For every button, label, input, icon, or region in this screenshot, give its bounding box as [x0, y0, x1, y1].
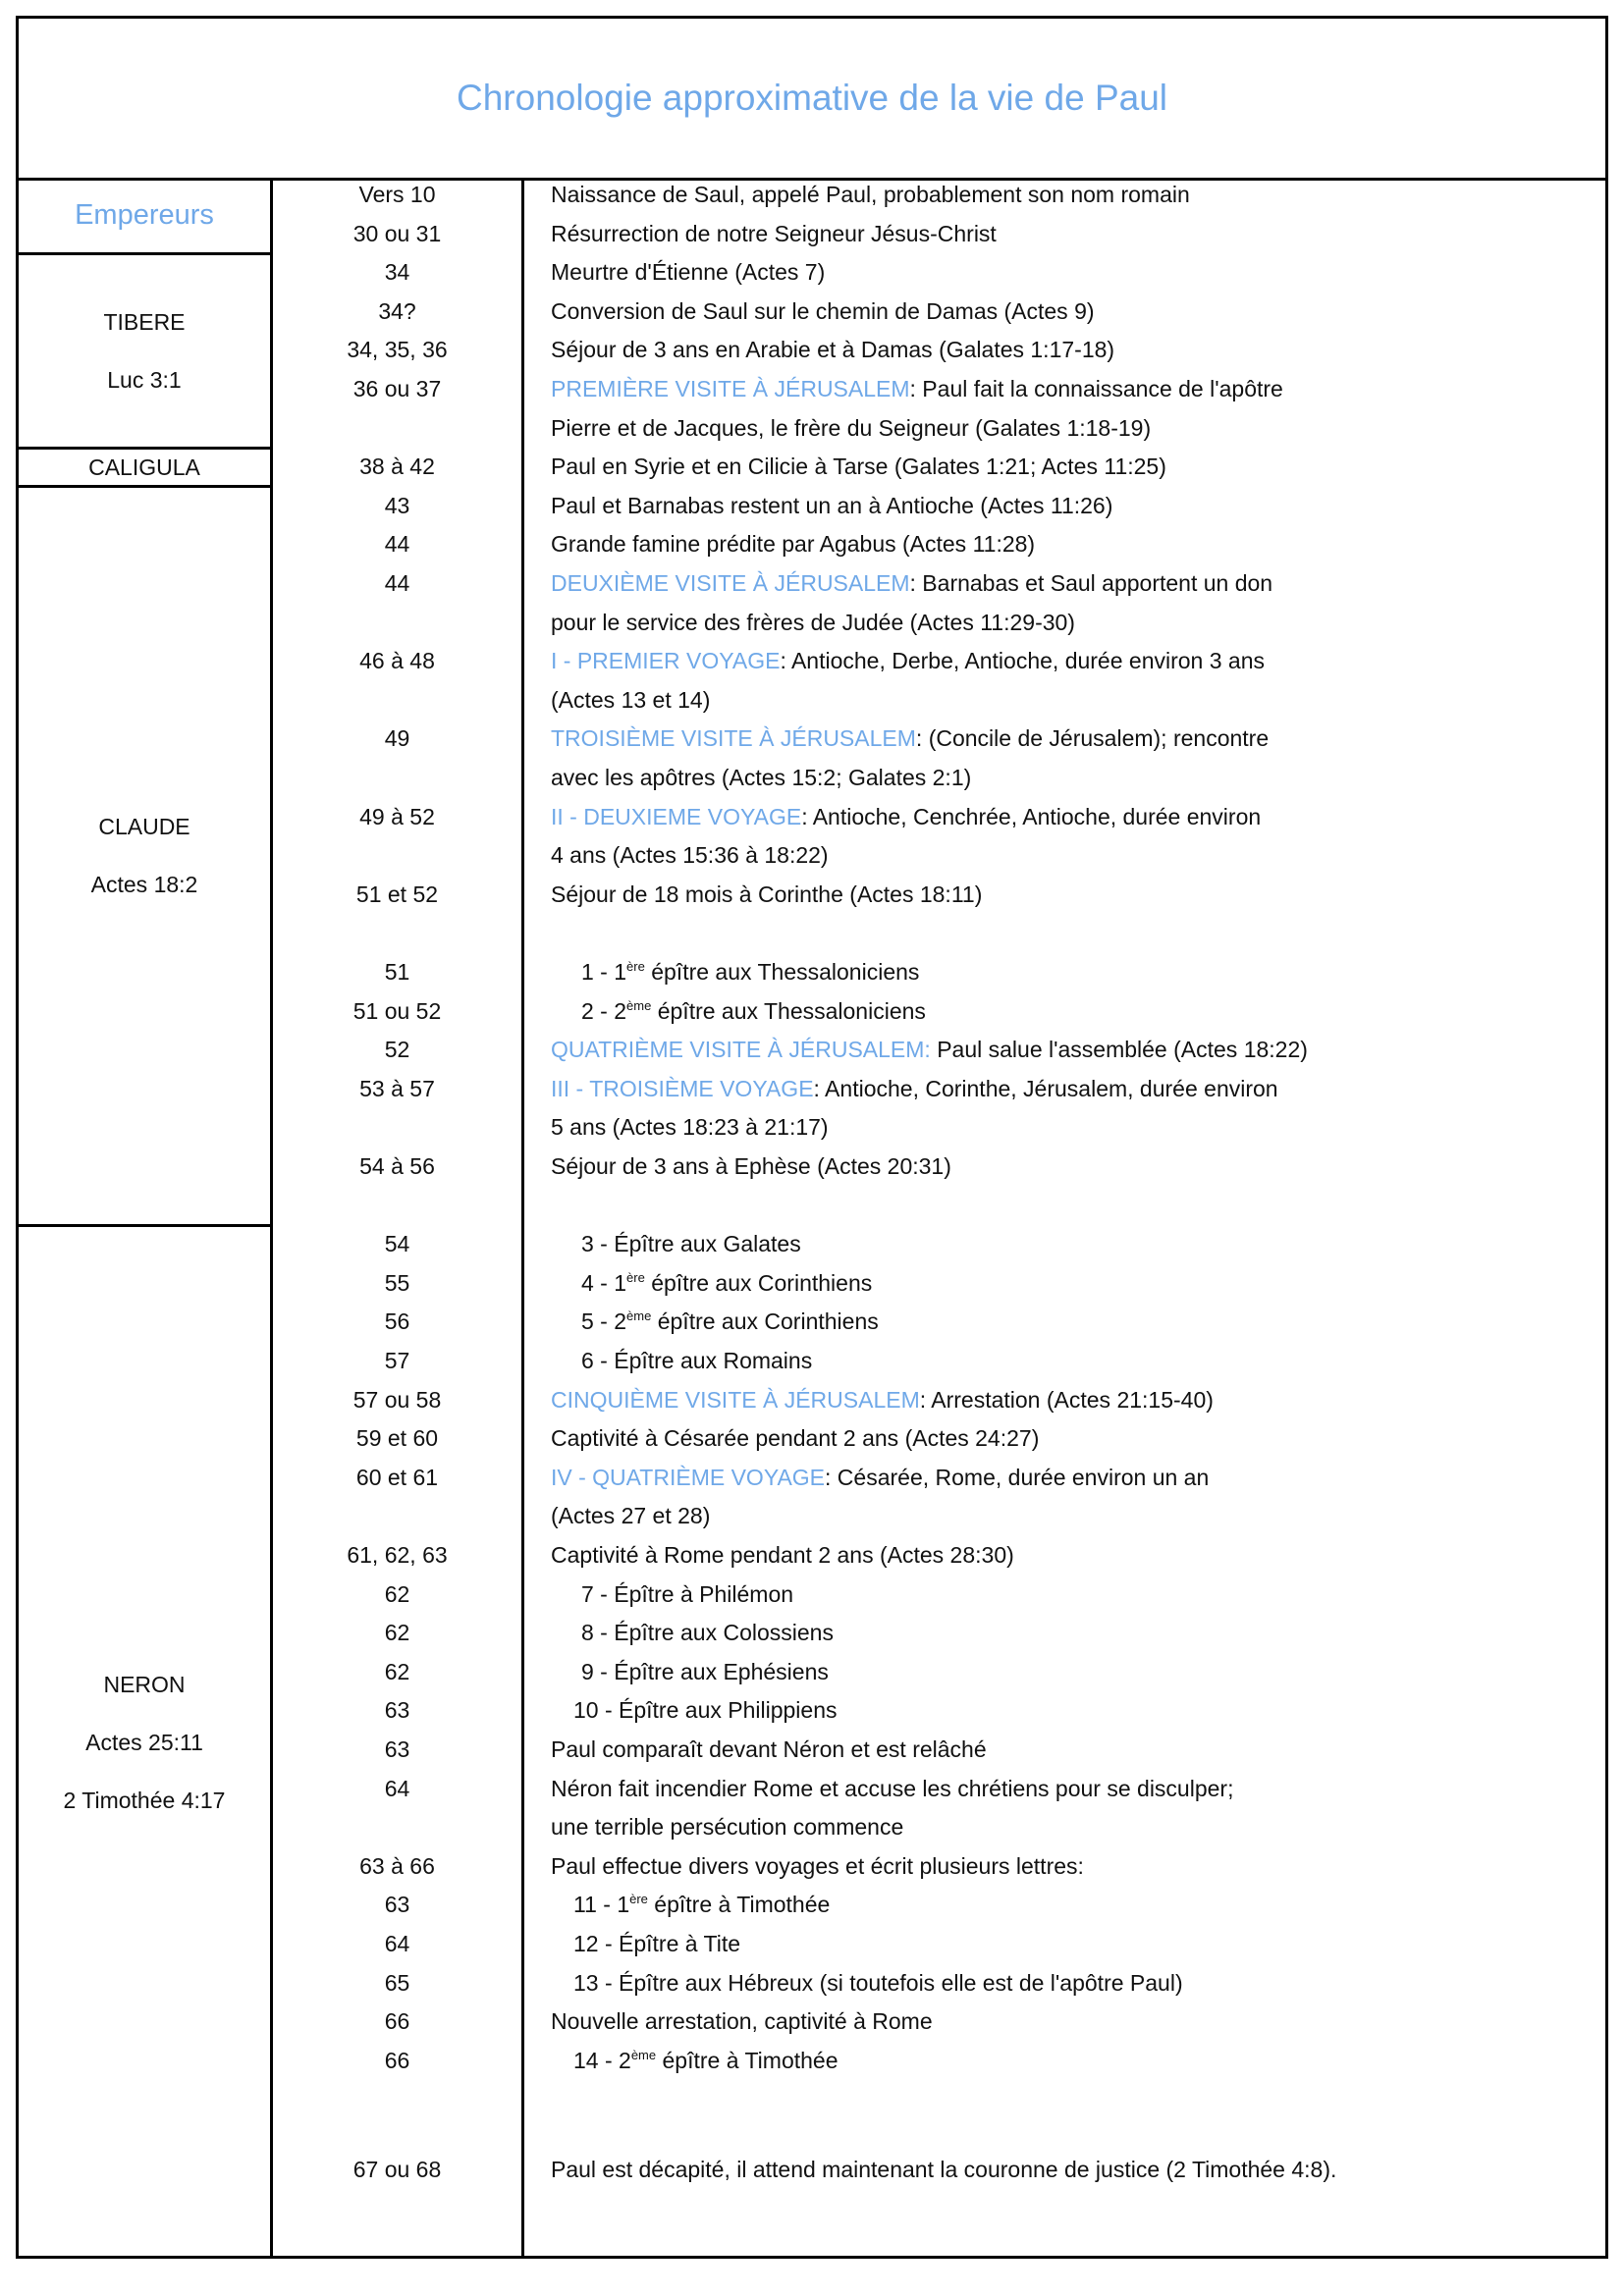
- event-text: épître aux Thessaloniciens: [651, 997, 926, 1024]
- emperor-block-tibere: [19, 255, 270, 450]
- event-text: (Actes 27 et 28): [551, 1503, 711, 1529]
- event-cell: [524, 1770, 1605, 1809]
- date-cell: 49 à 52: [359, 803, 435, 829]
- ordinal-suffix: ème: [626, 997, 652, 1013]
- event-cell: [524, 1964, 1605, 2003]
- date-cell: 38 à 42: [359, 454, 435, 480]
- date-cell: 63: [384, 1736, 410, 1762]
- date-cell: 66: [384, 2047, 410, 2073]
- emperors-header-cell: [19, 178, 270, 255]
- event-cell: [524, 992, 1605, 1032]
- event-text: : Paul fait la connaissance de l'apôtre: [909, 376, 1283, 401]
- event-text: Captivité à Césarée pendant 2 ans (Actes 24:27): [551, 1425, 1040, 1452]
- date-cell: 56: [384, 1308, 410, 1335]
- events-column: [524, 178, 1605, 2256]
- date-cell: 55: [384, 1269, 410, 1296]
- event-cell: [524, 1536, 1605, 1575]
- event-cell: [524, 836, 1605, 876]
- event-cell: [524, 876, 1605, 915]
- date-cell: [273, 1108, 521, 1148]
- event-cell: [524, 1614, 1605, 1653]
- highlight-label: CINQUIÈME VISITE À JÉRUSALEM: [551, 1386, 920, 1413]
- date-cell: 54 à 56: [359, 1153, 435, 1179]
- date-cell: 44: [384, 531, 410, 558]
- epistle-number: 1 - 1: [581, 959, 627, 985]
- event-cell: [524, 253, 1605, 293]
- event-text: une terrible persécution commence: [551, 1814, 904, 1841]
- event-text: : Arrestation (Actes 21:15-40): [919, 1386, 1214, 1413]
- event-cell: [524, 681, 1605, 721]
- event-cell: [524, 1497, 1605, 1536]
- event-cell: [524, 1225, 1605, 1264]
- event-text: Pierre et de Jacques, le frère du Seigneur (Galates 1:18-19): [551, 414, 1152, 441]
- event-text: épître à Timothée: [647, 1892, 831, 1918]
- event-text: 13 - Épître aux Hébreux (si toutefois elle est de l'apôtre Paul): [573, 1969, 1183, 1996]
- date-cell: [273, 409, 521, 449]
- date-cell: 63 à 66: [359, 1852, 435, 1879]
- emperors-header: Empereurs: [75, 198, 214, 231]
- date-cell: 62: [384, 1658, 410, 1684]
- event-cell: [524, 1148, 1605, 1187]
- emperor-ref: Actes 18:2: [90, 872, 198, 897]
- event-cell: [524, 1264, 1605, 1304]
- date-cell: 65: [384, 1969, 410, 1996]
- event-text: (Actes 13 et 14): [551, 686, 711, 713]
- event-text: 10 - Épître aux Philippiens: [573, 1697, 838, 1724]
- event-cell: [524, 642, 1605, 681]
- event-cell: [524, 1731, 1605, 1770]
- event-text: : Antioche, Corinthe, Jérusalem, durée environ: [813, 1075, 1278, 1101]
- event-text: pour le service des frères de Judée (Actes 11:29-30): [551, 609, 1075, 635]
- date-cell: 30 ou 31: [352, 220, 442, 246]
- date-cell: 61, 62, 63: [347, 1542, 448, 1568]
- event-text: : Barnabas et Saul apportent un don: [909, 570, 1273, 596]
- ordinal-suffix: ère: [626, 959, 645, 974]
- event-text: Paul salue l'assemblée (Actes 18:22): [930, 1037, 1308, 1063]
- date-cell: 53 à 57: [359, 1075, 435, 1101]
- event-cell: [524, 1459, 1605, 1498]
- event-text: épître à Timothée: [656, 2047, 839, 2073]
- event-cell: [524, 370, 1605, 409]
- date-cell: [273, 1808, 521, 1847]
- event-cell-final: Paul est décapité, il attend maintenant la couronne de justice (2 Timothée 4:8).: [551, 2156, 1337, 2182]
- date-cell: 34?: [378, 297, 416, 324]
- date-cell: 46 à 48: [359, 648, 435, 674]
- event-text: avec les apôtres (Actes 15:2; Galates 2:1): [551, 765, 972, 790]
- event-cell: [524, 759, 1605, 798]
- event-cell: [524, 176, 1605, 215]
- date-cell: 51 et 52: [355, 881, 439, 907]
- event-text: 12 - Épître à Tite: [573, 1931, 741, 1956]
- event-text: épître aux Corinthiens: [644, 1269, 873, 1296]
- emperors-column: [19, 178, 273, 2256]
- highlight-label: PREMIÈRE VISITE À JÉRUSALEM: [551, 376, 910, 401]
- date-cell: [273, 836, 521, 876]
- event-cell: [524, 448, 1605, 487]
- date-cell: 62: [384, 1580, 410, 1607]
- emperor-block-neron: [19, 1227, 270, 2259]
- event-cell: [524, 1653, 1605, 1692]
- date-cell: 51: [384, 959, 410, 985]
- event-cell: [524, 1303, 1605, 1342]
- event-cell: [524, 914, 1605, 953]
- event-cell: [524, 331, 1605, 370]
- epistle-number: 14 - 2: [573, 2047, 631, 2073]
- emperor-block-claude: [19, 488, 270, 1227]
- event-cell: [524, 564, 1605, 604]
- event-cell: [524, 604, 1605, 643]
- date-cell: [273, 1497, 521, 1536]
- event-text: Résurrection de notre Seigneur Jésus-Christ: [551, 220, 997, 246]
- event-cell: [524, 525, 1605, 564]
- event-text: 9 - Épître aux Ephésiens: [581, 1658, 829, 1684]
- date-cell: 57 ou 58: [352, 1386, 442, 1413]
- event-text: : (Concile de Jérusalem); rencontre: [915, 725, 1270, 752]
- event-cell: [524, 798, 1605, 837]
- event-text: : Antioche, Cenchrée, Antioche, durée environ: [801, 803, 1262, 829]
- chronology-table: [16, 16, 1608, 2259]
- page-title: Chronologie approximative de la vie de Paul: [457, 78, 1167, 118]
- event-cell: [524, 1575, 1605, 1615]
- highlight-label: QUATRIÈME VISITE À JÉRUSALEM:: [551, 1037, 931, 1063]
- event-text: Paul comparaît devant Néron et est relâché: [551, 1736, 987, 1762]
- ordinal-suffix: ème: [626, 1308, 652, 1324]
- date-cell: 66: [384, 2008, 410, 2035]
- date-cell: 67 ou 68: [352, 2156, 442, 2182]
- date-cell: 63: [384, 1892, 410, 1918]
- event-cell: [524, 1031, 1605, 1070]
- date-cell: [273, 1187, 521, 1226]
- event-cell: [524, 1187, 1605, 1226]
- date-cell: [273, 914, 521, 953]
- date-cell: [273, 759, 521, 798]
- emperor-ref: Luc 3:1: [107, 366, 182, 393]
- event-cell: [524, 1886, 1605, 1925]
- event-text: 5 ans (Actes 18:23 à 21:17): [551, 1114, 829, 1141]
- date-cell: 43: [384, 492, 410, 518]
- ordinal-suffix: ère: [626, 1269, 645, 1285]
- event-cell: [524, 1070, 1605, 1109]
- event-text: Séjour de 3 ans en Arabie et à Damas (Galates 1:17-18): [551, 337, 1115, 363]
- highlight-label: I - PREMIER VOYAGE: [551, 648, 781, 674]
- emperor-ref: Actes 25:11: [85, 1730, 203, 1755]
- epistle-number: 5 - 2: [581, 1308, 627, 1335]
- dates-column: [273, 178, 524, 2256]
- event-cell: [524, 1419, 1605, 1459]
- emperor-name: NERON: [103, 1672, 186, 1697]
- event-text: : Antioche, Derbe, Antioche, durée environ 3 ans: [780, 648, 1265, 674]
- epistle-number: 4 - 1: [581, 1269, 627, 1296]
- event-cell: [524, 1925, 1605, 1964]
- date-cell: [273, 681, 521, 721]
- event-text: épître aux Thessaloniciens: [644, 959, 920, 985]
- event-cell: [524, 1108, 1605, 1148]
- date-cell: 63: [384, 1697, 410, 1724]
- date-cell: 62: [384, 1620, 410, 1646]
- event-text: Meurtre d'Étienne (Actes 7): [551, 259, 826, 286]
- event-cell: [524, 409, 1605, 449]
- event-text: Conversion de Saul sur le chemin de Damas (Actes 9): [551, 297, 1095, 324]
- event-text: Paul en Syrie et en Cilicie à Tarse (Galates 1:21; Actes 11:25): [551, 454, 1166, 480]
- event-cell: [524, 1847, 1605, 1887]
- event-text: : Césarée, Rome, durée environ un an: [825, 1464, 1210, 1490]
- event-cell: [524, 2002, 1605, 2042]
- date-cell: 64: [384, 1931, 410, 1956]
- date-cell: 59 et 60: [355, 1425, 439, 1452]
- event-text: 7 - Épître à Philémon: [581, 1580, 794, 1607]
- date-cell: 57: [384, 1348, 410, 1373]
- event-cell: [524, 215, 1605, 254]
- event-text: 3 - Épître aux Galates: [581, 1231, 801, 1257]
- highlight-label: IV - QUATRIÈME VOYAGE: [551, 1464, 826, 1490]
- event-cell: [524, 2042, 1605, 2081]
- date-cell: Vers 10: [358, 182, 436, 207]
- title-cell: [19, 19, 1605, 181]
- event-cell: [524, 1691, 1605, 1731]
- emperor-name: CALIGULA: [88, 454, 200, 480]
- date-cell: 49: [384, 725, 410, 752]
- highlight-label: II - DEUXIEME VOYAGE: [551, 803, 802, 829]
- emperor-name: TIBERE: [103, 308, 186, 335]
- date-cell: 52: [384, 1037, 410, 1063]
- highlight-label: DEUXIÈME VISITE À JÉRUSALEM: [551, 570, 910, 596]
- date-cell: 64: [384, 1775, 410, 1801]
- highlight-label: TROISIÈME VISITE À JÉRUSALEM: [551, 725, 916, 752]
- emperor-ref: 2 Timothée 4:17: [63, 1788, 226, 1813]
- event-text: 4 ans (Actes 15:36 à 18:22): [551, 842, 829, 869]
- event-text: Paul et Barnabas restent un an à Antioche (Actes 11:26): [551, 492, 1113, 518]
- event-cell: [524, 720, 1605, 759]
- event-cell: [524, 487, 1605, 526]
- event-text: Naissance de Saul, appelé Paul, probablement son nom romain: [551, 182, 1190, 207]
- emperor-block-caligula: [19, 450, 270, 488]
- event-text: Séjour de 18 mois à Corinthe (Actes 18:11): [551, 881, 983, 907]
- event-text: 6 - Épître aux Romains: [581, 1348, 813, 1373]
- date-cell: 36 ou 37: [352, 376, 442, 401]
- event-text: Paul effectue divers voyages et écrit plusieurs lettres:: [551, 1852, 1084, 1879]
- event-text: Nouvelle arrestation, captivité à Rome: [551, 2008, 933, 2035]
- date-cell: 34: [384, 259, 410, 286]
- highlight-label: III - TROISIÈME VOYAGE: [551, 1075, 814, 1101]
- ordinal-suffix: ère: [629, 1892, 648, 1907]
- date-cell: [273, 604, 521, 643]
- event-text: épître aux Corinthiens: [651, 1308, 879, 1335]
- epistle-number: 2 - 2: [581, 997, 627, 1024]
- event-cell: [524, 1342, 1605, 1381]
- event-cell: [524, 1381, 1605, 1420]
- date-cell: 60 et 61: [355, 1464, 439, 1490]
- event-cell: [524, 953, 1605, 992]
- date-cell: 51 ou 52: [352, 997, 442, 1024]
- date-cell: 44: [384, 570, 410, 596]
- event-text: Néron fait incendier Rome et accuse les chrétiens pour se disculper;: [551, 1775, 1234, 1801]
- event-cell: [524, 293, 1605, 332]
- emperor-name: CLAUDE: [98, 814, 190, 839]
- date-cell: 54: [384, 1231, 410, 1257]
- event-cell: [524, 1808, 1605, 1847]
- ordinal-suffix: ème: [630, 2047, 657, 2062]
- event-text: Captivité à Rome pendant 2 ans (Actes 28:30): [551, 1542, 1014, 1568]
- event-text: 8 - Épître aux Colossiens: [581, 1620, 834, 1646]
- event-text: Grande famine prédite par Agabus (Actes 11:28): [551, 531, 1036, 558]
- date-cell: 34, 35, 36: [347, 337, 448, 363]
- event-text: Séjour de 3 ans à Ephèse (Actes 20:31): [551, 1153, 951, 1179]
- epistle-number: 11 - 1: [573, 1892, 630, 1918]
